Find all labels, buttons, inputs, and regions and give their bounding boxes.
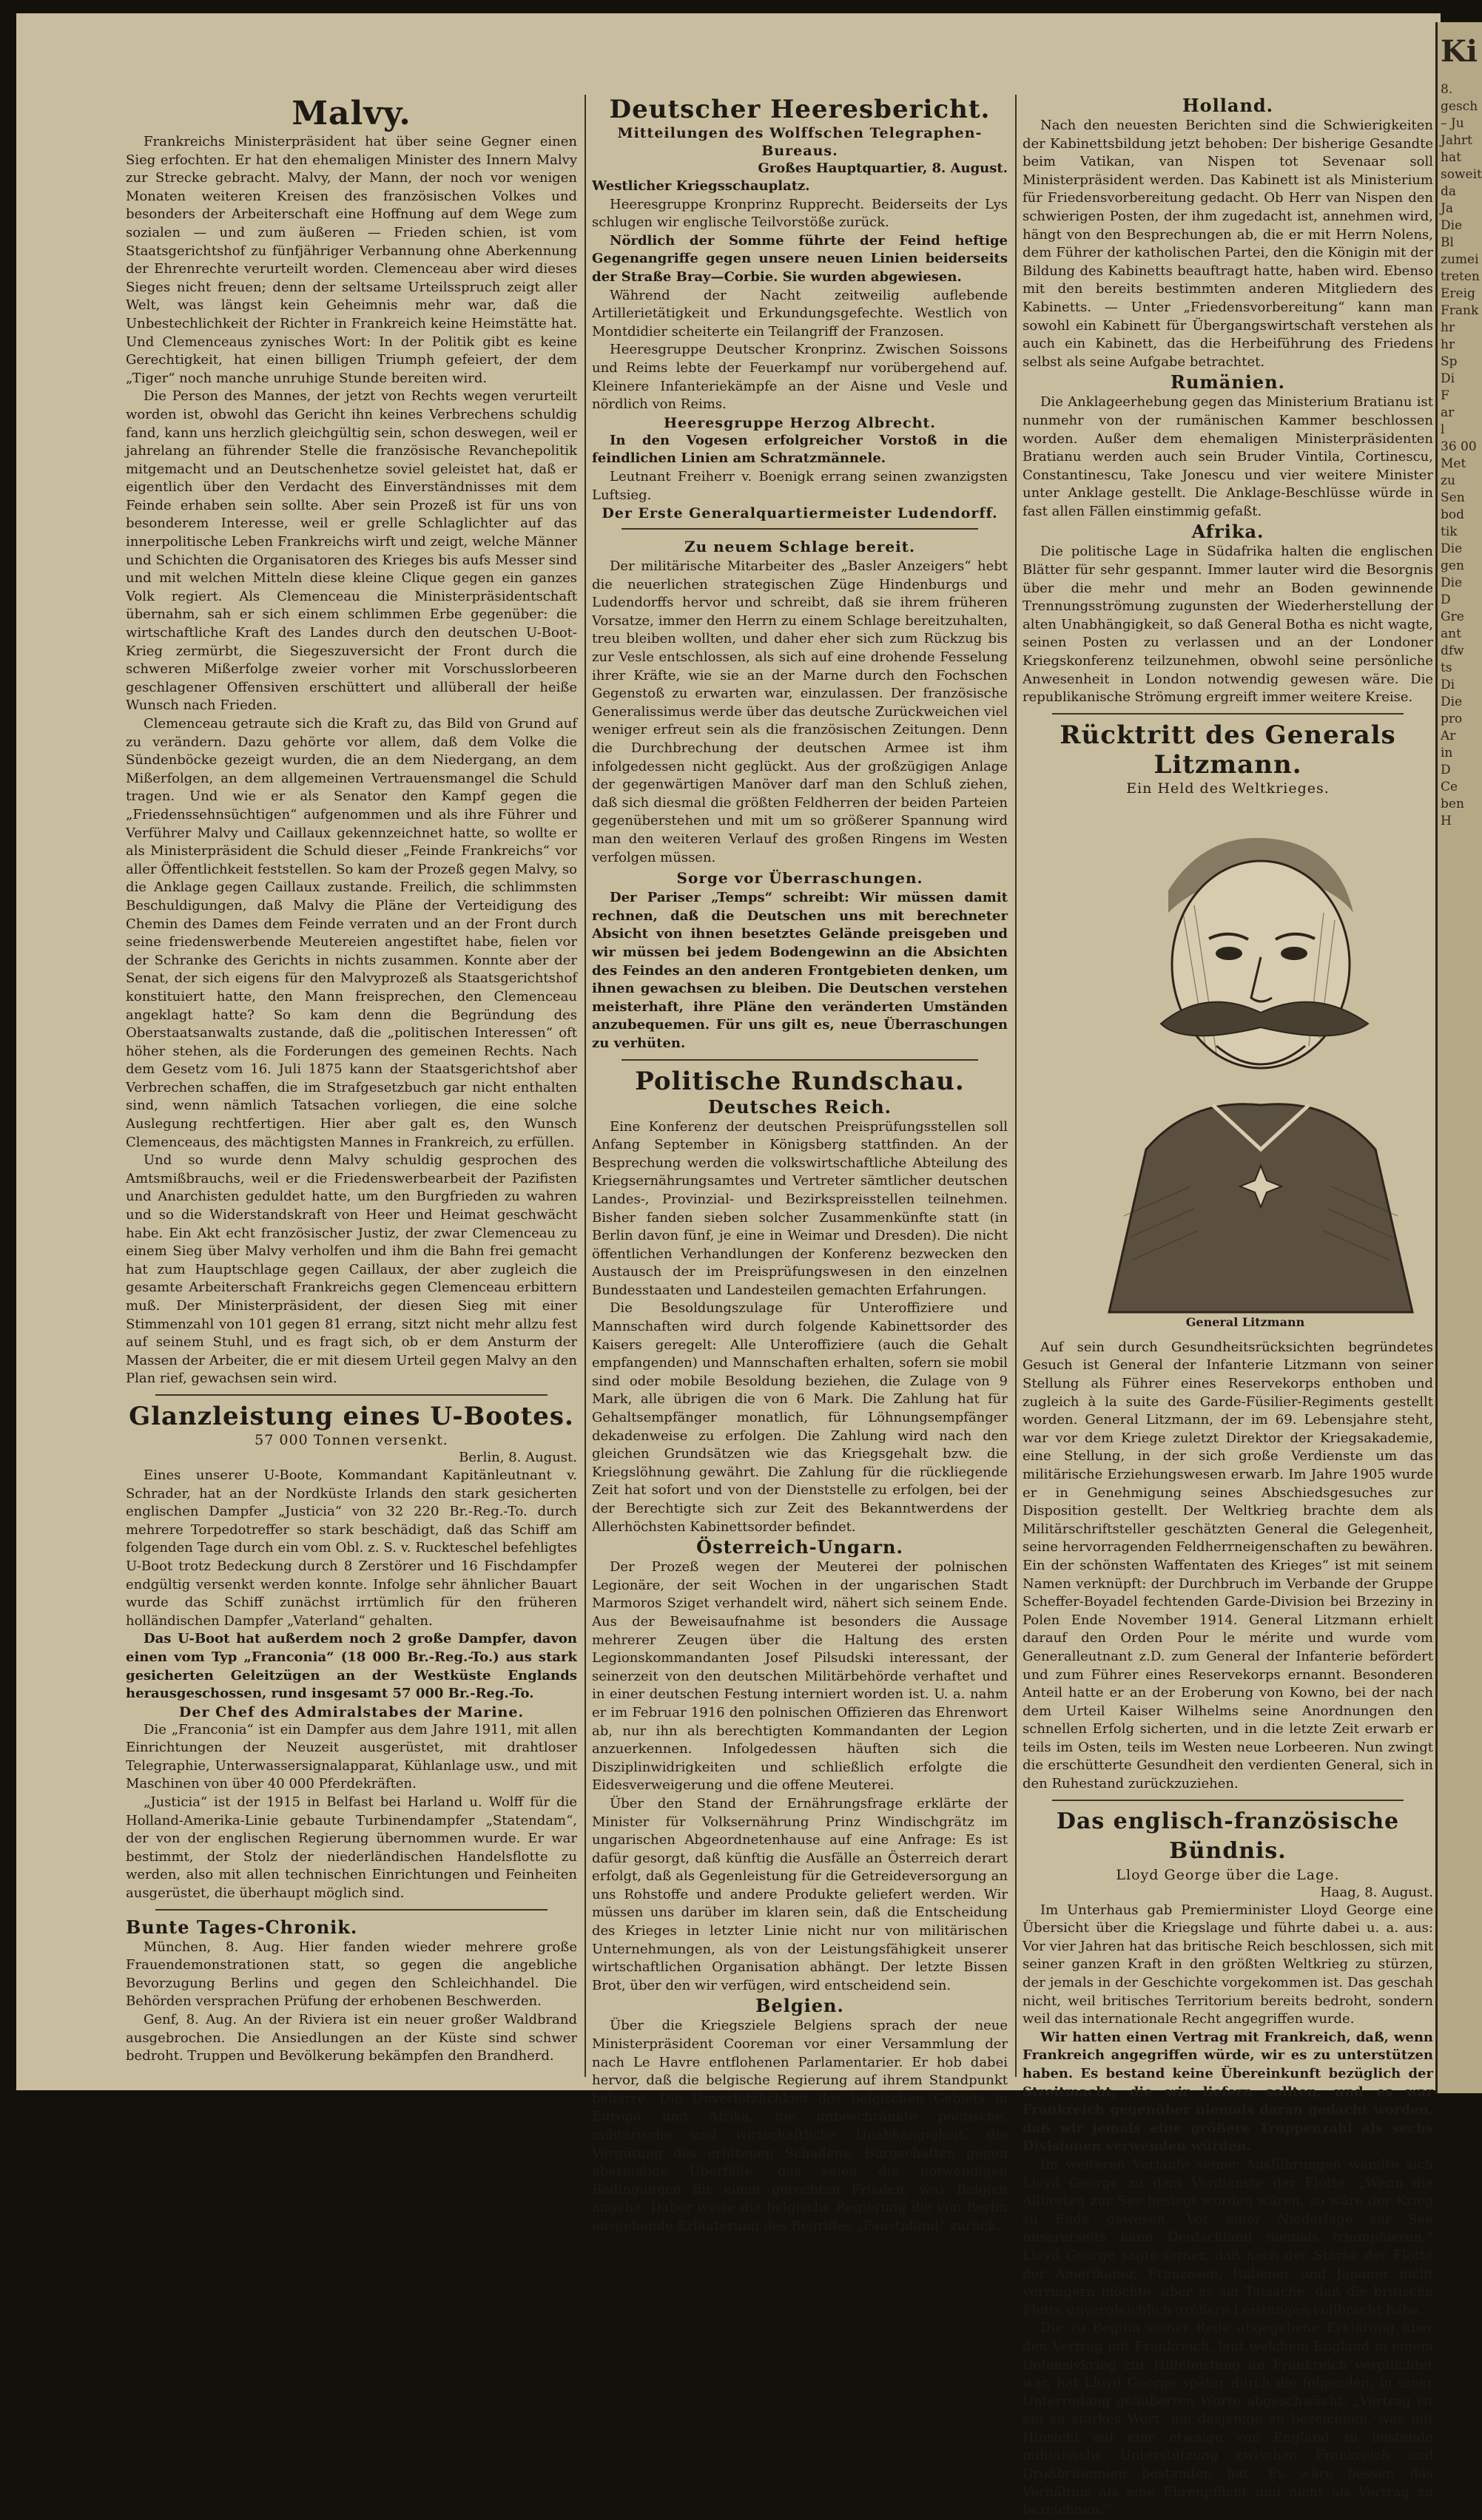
column-1-articles bbox=[126, 95, 577, 2084]
adjacent-page-fragment: Gre bbox=[1441, 609, 1464, 624]
heeresbericht-paragraph: Heeresgruppe Deutscher Kronprinz. Zwischen Soissons und Reims lebte der Feuerkampf nur vorübergehend auf. Kleinere Infanteriekämpfe an der Aisne und Vesle und nördlich von Reims. bbox=[592, 342, 1008, 413]
adjacent-page-fragment: ts bbox=[1441, 661, 1452, 675]
buendnis-paragraph: Im Unterhaus gab Premierminister Lloyd George eine Übersicht über die Kriegslage und führte dabei u. a. aus: Vor vier Jahren hat das britische Reich beschlossen, sich mit seiner ganzen Kraft in den größten Weltkrieg zu stürzen, der jemals in der Geschichte vorgekommen ist. Das geschah nicht, weil britisches Territorium bereits bedroht, sondern weil das internationale Recht angegriffen wurde. bbox=[1023, 1902, 1433, 2027]
rundschau-reich: Deutsches Reich. bbox=[707, 1095, 892, 1118]
heeresbericht-paragraph-bold: Nördlich der Somme führte der Feind heftige Gegenangriffe gegen unsere neuen Linien beiderseits der Straße Bray—Corbie. Sie wurden abgewiesen. bbox=[592, 232, 1008, 285]
buendnis-subheading: Lloyd George über die Lage. bbox=[1116, 1866, 1340, 1883]
uboot-heading: Glanzleistung eines U-Bootes. bbox=[129, 1401, 574, 1431]
rumaenien-heading: Rumänien. bbox=[1171, 371, 1285, 393]
divider bbox=[155, 1394, 548, 1396]
newspaper-sheet bbox=[16, 13, 1441, 2519]
adjacent-page-fragment: H bbox=[1441, 814, 1452, 828]
heeresbericht-paragraph: Leutnant Freiherr v. Boenigk errang seinen zwanzigsten Luftsieg. bbox=[592, 468, 1008, 503]
adjacent-page-fragment: Di bbox=[1441, 371, 1455, 386]
chronik-paragraph: Genf, 8. Aug. An der Riviera ist ein neuer großer Waldbrand ausgebrochen. Die Ansiedlungen an der Küste sind schwer bedroht. Truppen und Bevölkerung bekämpfen den Brandherd. bbox=[126, 2012, 577, 2064]
rundschau-heading: Politische Rundschau. bbox=[635, 1066, 965, 1096]
adjacent-page-fragment: Ce bbox=[1441, 780, 1458, 794]
belgien-paragraph: Über die Kriegsziele Belgiens sprach der neue Ministerpräsident Cooreman vor einer Versammlung der nach Le Havre entflohenen Parlamentarier. Er hob dabei hervor, daß die belgische Regierung auf ihrem Standpunkt beharre. Die Unverletzlichkeit des belgischen Gebiets in Europa und Afrika, die unbeschränkte politische, militärische und wirtschaftliche Unabhängigkeit, die Vergütung des erlittenen Schadens, Bürgschaften gegen abermalige Überfälle, das seien die notwendigen Bedingungen für einen gerechten Frieden, was Belgien angehe. Daher weise die belgische Regierung die von Berlin ausgehende Erläuterung des Begriffes „Faustpfand“ zurück. bbox=[592, 2018, 1008, 2234]
oesterreich-paragraph: Der Prozeß wegen der Meuterei der polnischen Legionäre, der seit Wochen in der ungarischen Stadt Marmoros Sziget verhandelt wird, nähert sich seinem Ende. Aus der Beweisaufnahme ist besonders die Aussage mehrerer Zeugen über die Haltung des ersten Legionskommandanten Josef Pilsudski interessant, der seinerzeit von den deutschen Militärbehörde verhaftet und in einer deutschen Festung interniert worden ist. U. a. nahm er im Februar 1916 den polnischen Offizieren das Ehrenwort ab, nur ihn als berechtigten Kommandanten der Legion anzuerkennen. Infolgedessen häuften sich die Disziplinwidrigkeiten und schließlich erfolgte die Eidesverweigerung und die offene Meuterei. bbox=[592, 1559, 1008, 1794]
adjacent-page-fragment: pro bbox=[1441, 712, 1463, 726]
uboot-subheading: 57 000 Tonnen versenkt. bbox=[255, 1431, 448, 1448]
divider bbox=[155, 1909, 548, 1911]
malvy-heading: Malvy. bbox=[292, 95, 411, 132]
heeresbericht-paragraph: Heeresgruppe Kronprinz Rupprecht. Beiderseits der Lys schlugen wir englische Teilvorstöße zurück. bbox=[592, 196, 1008, 231]
rumaenien-paragraph: Die Anklageerhebung gegen das Ministerium Bratianu ist nunmehr von der rumänischen Kammer beschlossen worden. Außer dem ehemaligen Ministerpräsidenten Bratianu werden auch sein Bruder Vintila, Cortinescu, Constantinescu, Take Jonescu und vier weitere Minister unter Anklage gestellt. Die Anklage-Beschlüsse würde in fast allen Fällen einstimmig gefaßt. bbox=[1023, 394, 1433, 519]
malvy-paragraph: Clemenceau getraute sich die Kraft zu, das Bild von Grund auf zu verändern. Dazu gehörte vor allem, daß dem Volke die Sündenböcke gezeigt wurden, die an dem Niedergang, an dem Mißerfolgen, an dem allgemeinen Vertrauensmangel die Schuld tragen. Und wie er als Senator den Kampf gegen die „Friedenssehnsüchtigen“ aufgenommen und als ihre Führer und Verführer Malvy und Caillaux gekennzeichnet hatte, so wollte er als Ministerpräsident die Schuld dieser „Feinde Frankreichs“ vor aller Öffentlichkeit feststellen. So kam der Prozeß gegen Malvy, so die Anklage gegen Caillaux zustande. Freilich, die schlimmsten Beschuldigungen, daß Malvy die Pläne der Verteidigung des Chemin des Dames dem Feinde verraten und an der Front durch seine friedenswerbende Meutereien angestiftet habe, fielen vor der Schranke des Gerichts in nichts zusammen. Konnte aber der Senat, der sich eigens für den Malvyprozeß als Staatsgerichtshof konstituiert hatte, den Mann freisprechen, den Clemenceau angeklagt hatte? So kam denn die Begründung des Oberstaatsanwalts zustande, daß die „politischen Interessen“ oft höher stehen, als die Forderungen des gemeinen Rechts. Nach dem Gesetz vom 16. Juli 1875 kann der Staatsgerichtshof aber Verbrechen schaffen, die im Strafgesetzbuch gar nicht enthalten sind, wenn nämlich Tatsachen vorliegen, die eine solche Auslegung rechtfertigen. Hier aber galt es, den Wunsch Clemenceaus, des mächtigsten Mannes in Frankreich, zu erfüllen. bbox=[126, 716, 577, 1150]
adjacent-page-fragment: in bbox=[1441, 746, 1453, 760]
adjacent-page-fragment: da bbox=[1441, 184, 1457, 199]
adjacent-page-fragment: Jahrt bbox=[1441, 133, 1472, 148]
buendnis-heading: Das englisch-französische Bündnis. bbox=[1056, 1808, 1400, 1864]
portrait-engraving bbox=[1057, 802, 1433, 1312]
divider bbox=[1052, 1800, 1404, 1801]
heeresbericht-signoff: Der Erste Generalquartiermeister Ludendorff. bbox=[602, 505, 998, 522]
malvy-paragraph: Die Person des Mannes, der jetzt von Rechts wegen verurteilt worden ist, obwohl das Gericht ihn keines Verbrechens schuldig fand, kann uns herzlich gleichgültig sein, schon deswegen, weil er jahrelang an führender Stelle die französische Revanchepolitik mitgemacht und an Deutschenhetze soviel geleistet hat, daß er eigentlich über den Verdacht des Einverständnisses mit dem Feinde erhaben sein sollte. Aber sein Prozeß ist für uns von besonderem Interesse, weil er grelle Schlaglichter auf das innerpolitische Leben Frankreichs wirft und zeigt, welche Männer und Schichten die Organisatoren des Krieges bis aufs Messer sind und mit welchen Mitteln diese kleine Clique gegen ein ganzes Volk regiert. Als Clemenceau die Ministerpräsidentschaft übernahm, sah er sich einem schlimmen Erbe gegenüber: die wirtschaftliche Kraft des Landes durch den deutschen U-Boot-Krieg zermürbt, die Siegeszuversicht der Front durch die schweren Mißerfolge zweier vorher mit Vorschusslorbeeren geschlagener Offensiven erschüttert und allüberall der heiße Wunsch nach Frieden. bbox=[126, 388, 577, 714]
adjacent-page-fragment: 36 00 bbox=[1441, 439, 1477, 454]
litzmann-subheading: Ein Held des Weltkrieges. bbox=[1126, 780, 1330, 797]
adjacent-page-fragment: ar bbox=[1441, 405, 1455, 420]
schlage-paragraph: Der militärische Mitarbeiter des „Basler Anzeigers“ hebt die neuerlichen strategischen Züge Hindenburgs und Ludendorffs hervor und schreibt, daß sie ihrem früheren Vorsatze, immer den Herrn zu einem Schlage bereitzuhalten, treu bleiben wollten, und daher eher sich zum Rückzug bis zur Vesle entschlossen, als sich auf eine drohende Fesselung ihrer Kräfte, wie sie an der Marne durch den Fochschen Gegenstoß zu erwarten war, einzulassen. Der französische Generalissimus werde über das deutsche Zurückweichen viel weniger erfreut sein als die französischen Zeitungen. Denn die Durchbrechung der deutschen Armee ist ihm infolgedessen nicht geglückt. Aus der großzügigen Anlage der gegenwärtigen Manöver darf man den Schluß ziehen, daß sich diesmal die größten Feldherren der beiden Parteien gegenüberstehen und mit um so größerer Spannung wird man den weiteren Verlauf des großen Ringens im Westen verfolgen müssen. bbox=[592, 558, 1008, 865]
adjacent-page-fragment: – Ju bbox=[1441, 116, 1464, 131]
adjacent-page-fragment: 8. bbox=[1441, 82, 1453, 97]
adjacent-page-fragment: zumei bbox=[1441, 252, 1479, 267]
adjacent-page-fragment: Ar bbox=[1441, 729, 1456, 743]
buendnis-dateline: Haag, 8. August. bbox=[1320, 1884, 1433, 1900]
uboot-paragraph: Die „Franconia“ ist ein Dampfer aus dem Jahre 1911, mit allen Einrichtungen der Neuzeit ausgerüstet, mit drahtloser Telegraphie, Unterwassersignalapparat, Kühlanlage usw., und mit Maschinen von über 40 000 Pferdekräften. bbox=[126, 1721, 577, 1792]
schlage-heading: Zu neuem Schlage bereit. bbox=[684, 538, 915, 556]
adjacent-page-fragment: hr bbox=[1441, 337, 1455, 352]
adjacent-page-fragment: F bbox=[1441, 388, 1449, 403]
rundschau-paragraph: Eine Konferenz der deutschen Preisprüfungsstellen soll Anfang September in Königsberg stattfinden. An der Besprechung werden die volkswirtschaftliche Abteilung des Kriegsernährungsamtes und Vertreter sämtlicher deutschen Landes-, Provinzial- und Bezirkspreisstellen teilnehmen. Bisher fanden sieben solcher Zusammenkünfte statt (in Berlin davon fünf, je eine in Weimar und Dresden). Die nicht öffentlichen Verhandlungen der Konferenz bezwecken den Austausch der im Preisprüfungswesen in den einzelnen Bundesstaaten und Landesteilen gemachten Erfahrungen. bbox=[592, 1118, 1008, 1298]
oesterreich-heading: Österreich-Ungarn. bbox=[696, 1536, 903, 1558]
adjacent-page-fragment: dfw bbox=[1441, 643, 1464, 658]
adjacent-page-fragment: Sen bbox=[1441, 490, 1465, 505]
heeresbericht-heading: Deutscher Heeresbericht. bbox=[609, 95, 991, 124]
adjacent-page-fragment: Ki bbox=[1441, 34, 1478, 69]
heeresbericht-group: Heeresgruppe Herzog Albrecht. bbox=[664, 414, 936, 431]
uboot-paragraph: Eines unserer U-Boote, Kommandant Kapitänleutnant v. Schrader, hat an der Nordküste Irlands den stark gesicherten englischen Dampfer „Justicia“ von 32 220 Br.-Reg.-To. durch mehrere Torpedotreffer so stark beschädigt, daß das Schiff am folgenden Tage durch ein vom Obl. z. S. v. Ruckteschel befehligtes U-Boot trotz Bedeckung durch 8 Zerstörer und 16 Fischdampfer endgültig versenkt werden konnte. Infolge sehr ähnlicher Bauart wurde das Schiff zunächst irrtümlich für den früheren holländischen Dampfer „Vaterland“ gehalten. bbox=[126, 1467, 577, 1629]
buendnis-paragraph: Die zu Beginn seiner Rede abgegebene Erklärung über den Vertrag mit Frankreich, laut welchem England in einem Defensivkrieg zur Hilfeleistung an Frankreich verpflichtet war, hat Lloyd George später durch die folgenden, in einer Unterredung geäußerten Worte abgeschwächt: „Vertrag ist ein zu starkes Wort, um dasjenige zu bezeichnen, was mit Hinsicht auf eine etwaige von England zu leistende militärische Unterstützung zwischen Frankreich und Großbritannien bestanden hat. Es wäre besser, das Verhältnis als eine Ehrenpflicht und nicht als Vertrag zu bezeichnen.“ bbox=[1023, 2320, 1433, 2519]
adjacent-page-fragment: gen bbox=[1441, 558, 1464, 573]
chronik-heading: Bunte Tages-Chronik. bbox=[126, 1916, 358, 1938]
adjacent-page-fragment: Die bbox=[1441, 218, 1463, 233]
malvy-paragraph: Frankreichs Ministerpräsident hat über seine Gegner einen Sieg erfochten. Er hat den ehemaligen Minister des Innern Malvy zur Strecke gebracht. Malvy, der Mann, der noch vor wenigen Monaten weiteren Kreisen des französischen Volkes und besonders der Arbeiterschaft eine Hoffnung auf dem Wege zum sozialen — und zum äußeren — Frieden schien, ist vom Staatsgerichtshof zu fünfjähriger Verbannung ohne Aberkennung der Ehrenrechte verurteilt worden. Clemenceau aber wird dieses Sieges nicht freuen; denn der seltsame Urteilsspruch zeigt aller Welt, was längst kein Geheimnis mehr war, daß die Unbestechlichkeit der Richter in Frankreich keine Heimstätte hat. Und Clemenceaus zynisches Wort: In der Politik gibt es keine Gerechtigkeit, hat einen billigen Triumph gefeiert, der dem „Tiger“ noch manche unruhige Stunde bereiten wird. bbox=[126, 134, 577, 386]
rundschau-paragraph: Die Besoldungszulage für Unteroffiziere und Mannschaften wird durch folgende Kabinettsorder des Kaisers geregelt: Alle Unteroffiziere (auch die Gehalt empfangenden) und Mannschaften erhalten, sofern sie mobil sind oder mobile Besoldung beziehen, die Zulage von 9 Mark, alle übrigen die von 6 Mark. Die Zahlung hat für Gehaltsempfänger monatlich, für Löhnungsempfänger dekadenweise zu erfolgen. Die Zahlung wird nach den gleichen Grundsätzen wie das Kriegsgehalt bzw. die Kriegslöhnung gewährt. Die Zahlung für die rückliegende Zeit hat sofort und von der Dienststelle zu erfolgen, bei der der Berechtigte sich zur Zeit des Bekanntwerdens der Allerhöchsten Kabinettsorder befindet. bbox=[592, 1300, 1008, 1535]
adjacent-page-fragment: Di bbox=[1441, 678, 1455, 692]
adjacent-page-fragment: ben bbox=[1441, 797, 1464, 811]
adjacent-page-fragment: Die bbox=[1441, 695, 1463, 709]
adjacent-page-fragment: hat bbox=[1441, 150, 1461, 165]
adjacent-page-fragment: hr bbox=[1441, 320, 1455, 335]
adjacent-page-fragment: Die bbox=[1441, 575, 1463, 590]
uboot-signoff: Der Chef des Admiralstabes der Marine. bbox=[178, 1703, 525, 1720]
adjacent-page-fragment: D bbox=[1441, 763, 1451, 777]
uboot-dateline: Berlin, 8. August. bbox=[459, 1449, 577, 1465]
adjacent-page-edge bbox=[1435, 22, 1482, 2093]
adjacent-page-fragment: ant bbox=[1441, 626, 1461, 641]
adjacent-page-fragment: treten bbox=[1441, 269, 1480, 284]
adjacent-page-fragment: gesch bbox=[1441, 99, 1478, 114]
adjacent-page-fragment: Die bbox=[1441, 541, 1463, 556]
holland-paragraph: Nach den neuesten Berichten sind die Schwierigkeiten der Kabinettsbildung jetzt behoben: Der bisherige Gesandte beim Vatikan, van Nispen tot Sevenaar soll Ministerpräsident werden. Das Kabinett ist als Ministerium für Friedensvorbereitung gedacht. Ob Herr van Nispen den schwierigen Posten, der ihm zugedacht ist, annehmen wird, hängt von den Besprechungen ab, die er mit Herrn Nolens, dem Führer der katholischen Partei, den die Königin mit der Bildung des Kabinetts beauftragt hatte, haben wird. Ebenso mit den bereits bestimmten anderen Mitgliedern des Kabinetts. — Unter „Friedensvorbereitung“ kann man sowohl ein Kabinett für Übergangswirtschaft verstehen als auch ein Kabinett, das die Herbeiführung des Friedens selbst als seine Aufgabe betrachtet. bbox=[1023, 118, 1433, 370]
uboot-paragraph-bold: Das U-Boot hat außerdem noch 2 große Dampfer, davon einen vom Typ „Franconia“ (18 000 Br.-Reg.-To.) aus stark gesicherten Geleitzügen an der Westküste Englands herausgeschossen, rund insgesamt 57 000 Br.-Reg.-To. bbox=[126, 1631, 577, 1702]
adjacent-page-fragment: l bbox=[1441, 422, 1445, 437]
holland-heading: Holland. bbox=[1182, 95, 1274, 116]
buendnis-paragraph-bold: Wir hatten einen Vertrag mit Frankreich, daß, wenn Frankreich angegriffen würde, wir es zu unterstützen haben. Es bestand keine Übereinkunft bezüglich der Streitmacht, die wir liefern sollten, und es war Frankreich gegenüber niemals daran gedacht worden, daß wir jemals eine größere Truppenzahl als sechs Divisionen verwenden würden. bbox=[1023, 2029, 1433, 2155]
oesterreich-paragraph: Über den Stand der Ernährungsfrage erklärte der Minister für Volksernährung Prinz Windischgrätz im ungarischen Abgeordnetenhause auf eine Anfrage: Es ist dafür gesorgt, daß künftig die Ausfälle an Österreich derart erfolgt, daß als Gegenleistung für die Getreideversorgung an uns Rohstoffe und andere Produkte geliefert werden. Wir müssen uns darüber im klaren sein, daß die Entscheidung des Krieges in letzter Linie nicht nur von militärischen Unternehmungen, als von der Leistungsfähigkeit unserer wirtschaftlichen Organisation abhängt. Der letzte Bissen Brot, über den wir verfügen, wird entscheidend sein. bbox=[592, 1795, 1008, 1993]
chronik-paragraph: München, 8. Aug. Hier fanden wieder mehrere große Frauendemonstrationen statt, so gegen die angebliche Bevorzugung Berlins und gegen den Schleichhandel. Die Behörden versprachen Prüfung der erhobenen Beschwerden. bbox=[126, 1939, 577, 2010]
buendnis-paragraph: Im weiteren Verlaufe seiner Ausführungen wandte sich Lloyd George zu dem Verdienste der Flotte: „Wenn die Alliierten zur See besiegt worden wären, so wäre der Krieg zu Ende gewesen. Vor einer Niederlage zur See unsererseits kann Deutschland niemals triumphieren.“ Lloyd George sagte ferner, daß nach der Stärke der Flotte der Amerikaner, Franzosen, Italiener und Japaner nicht verringern möchte, aber es sei Tatsache, daß die britische Flotte unvergleichlich größere Leistungen vollbracht habe. bbox=[1023, 2156, 1433, 2318]
afrika-heading: Afrika. bbox=[1191, 521, 1264, 543]
adjacent-page-fragment: tik bbox=[1441, 524, 1458, 539]
uboot-paragraph: „Justicia“ ist der 1915 in Belfast bei Harland u. Wolff für die Holland-Amerika-Linie gebaute Turbinendampfer „Statendam“, der von der englischen Regierung übernommen wurde. Er war bestimmt, der Stolz der niederländischen Handelsflotte zu werden, also mit allen technischen Einrichtungen und Feinheiten ausgerüstet, die überhaupt möglich sind. bbox=[126, 1794, 577, 1902]
litzmann-paragraph: Auf sein durch Gesundheitsrücksichten begründetes Gesuch ist General der Infanterie Litzmann von seiner Stellung als Führer eines Reservekorps enthoben und zugleich à la suite des Garde-Füsilier-Regiments gestellt worden. General Litzmann, der im 69. Lebensjahre steht, war vor dem Kriege zuletzt Direktor der Kriegsakademie, eine Stellung, in der sich große Verdienste um das militärische Erziehungswesen erwarb. Im Jahre 1905 wurde er in Genehmigung seines Abschiedsgesuches zur Disposition gestellt. Der Weltkrieg brachte dem als Militärschriftsteller geschätzten General die Gelegenheit, seine hervorragenden Feldherrneigenschaften zu bewähren. Ein der schönsten Waffentaten des Krieges“ ist mit seinem Namen verknüpft: der Durchbruch im Verbande der Gruppe Scheffer-Boyadel fechtenden Garde-Division bei Brzeziny in Polen Ende November 1914. General Litzmann erhielt darauf den Orden Pour le mérite und wurde vom Generalleutnant z.D. zum General der Infanterie befördert und zum Führer eines Reservekorps ernannt. Besonderen Anteil hatte er an der Eroberung von Kowno, bei der nach dem Urteil Kaiser Wilhelms seine Anordnungen den schnellen Erfolg sicherten, und in die letzte Zeit erwarb er teils im Osten, teils im Westen neue Lorbeeren. Nun zwingt die erschütterte Gesundheit den verdienten General, sich in den Ruhestand zurückzuziehen. bbox=[1023, 1339, 1433, 1792]
column-rule bbox=[1015, 95, 1017, 2077]
malvy-paragraph: Und so wurde denn Malvy schuldig gesprochen des Amtsmißbrauchs, weil er die Friedenswerbearbeit der Pazifisten und Anarchisten geduldet hatte, um den Burgfrieden zu wahren und so die Widerstandskraft von Heer und Heimat geschwächt habe. Ein Akt echt französischer Justiz, der zwar Clemenceau zu einem Sieg über Malvy verholfen und ihm die Bahn frei gemacht hat zum Hauptschlage gegen Caillaux, der aber zugleich die gesamte Arbeiterschaft Frankreichs gegen Clemenceau erbittern muß. Der Ministerpräsident, der diesen Sieg mit einer Stimmenzahl von 101 gegen 81 errang, sitzt nicht mehr allzu fest auf seinem Stuhl, und es fragt sich, ob er dem Ansturm der Massen der Arbeiter, die er mit diesem Urteil gegen Malvy an den Plan rief, gewachsen sein wird. bbox=[126, 1152, 577, 1387]
adjacent-page-fragment: D bbox=[1441, 592, 1451, 607]
belgien-heading: Belgien. bbox=[755, 1995, 844, 2017]
adjacent-page-fragment: Bl bbox=[1441, 235, 1454, 250]
portrait-caption: General Litzmann bbox=[1185, 1314, 1305, 1329]
column-3-articles bbox=[1023, 95, 1433, 2519]
heeresbericht-paragraph-bold: In den Vogesen erfolgreicher Vorstoß in die feindlichen Linien am Schratzmännele. bbox=[592, 432, 1008, 467]
heeresbericht-agency: Mitteilungen des Wolffschen Telegraphen-Bureaus. bbox=[617, 125, 983, 159]
adjacent-page-fragment: Met bbox=[1441, 456, 1466, 471]
sorge-paragraph: Der Pariser „Temps“ schreibt: Wir müssen damit rechnen, daß die Deutschen uns mit berechneter Absicht von ihnen besetztes Gelände preisgeben und wir müssen bei jedem Bodengewinn an die Absichten des Feindes an den anderen Frontgebieten denken, um ihnen gewachsen zu bleiben. Die Deutschen verstehen meisterhaft, ihre Pläne den veränderten Umständen anzubequemen. Für uns gilt es, neue Überraschungen zu verhüten. bbox=[592, 890, 1008, 1051]
adjacent-page-fragment: zu bbox=[1441, 473, 1455, 488]
adjacent-page-fragment: Sp bbox=[1441, 354, 1458, 369]
column-2-articles bbox=[592, 95, 1008, 2234]
adjacent-page-fragment: Frank bbox=[1441, 303, 1479, 318]
adjacent-page-fragment: soweit bbox=[1441, 167, 1482, 182]
divider bbox=[1052, 713, 1404, 715]
column-rule bbox=[585, 95, 586, 2077]
divider bbox=[622, 528, 978, 530]
heeresbericht-paragraph: Während der Nacht zeitweilig auflebende Artillerietätigkeit und Erkundungsgefechte. Westlich von Montdidier scheiterte ein Teilangriff der Franzosen. bbox=[592, 287, 1008, 340]
heeresbericht-dateline: Großes Hauptquartier, 8. August. bbox=[758, 161, 1008, 176]
adjacent-page-fragment: Ja bbox=[1441, 201, 1453, 216]
afrika-paragraph: Die politische Lage in Südafrika halten die englischen Blätter für sehr gespannt. Immer lauter wird die Besorgnis über die mehr und mehr an Boden gewinnende Trennungsströmung zugunsten der Wiederherstellung der alten Unabhängigkeit, so daß General Botha es nicht wagte, seinen Posten zu verlassen und an der Londoner Kriegskonferenz teilzunehmen, obwohl seine persönliche Anwesenheit in London notwendig gewesen wäre. Die republikanische Strömung ergreift immer weitere Kreise. bbox=[1023, 544, 1433, 706]
litzmann-portrait bbox=[1057, 802, 1433, 1334]
sorge-heading: Sorge vor Überraschungen. bbox=[676, 869, 923, 888]
divider bbox=[622, 1059, 978, 1061]
litzmann-heading: Rücktritt des Generals Litzmann. bbox=[1060, 720, 1396, 780]
adjacent-page-fragment: Ereig bbox=[1441, 286, 1475, 301]
adjacent-page-fragment: bod bbox=[1441, 507, 1464, 522]
heeresbericht-west: Westlicher Kriegsschauplatz. bbox=[592, 178, 810, 194]
